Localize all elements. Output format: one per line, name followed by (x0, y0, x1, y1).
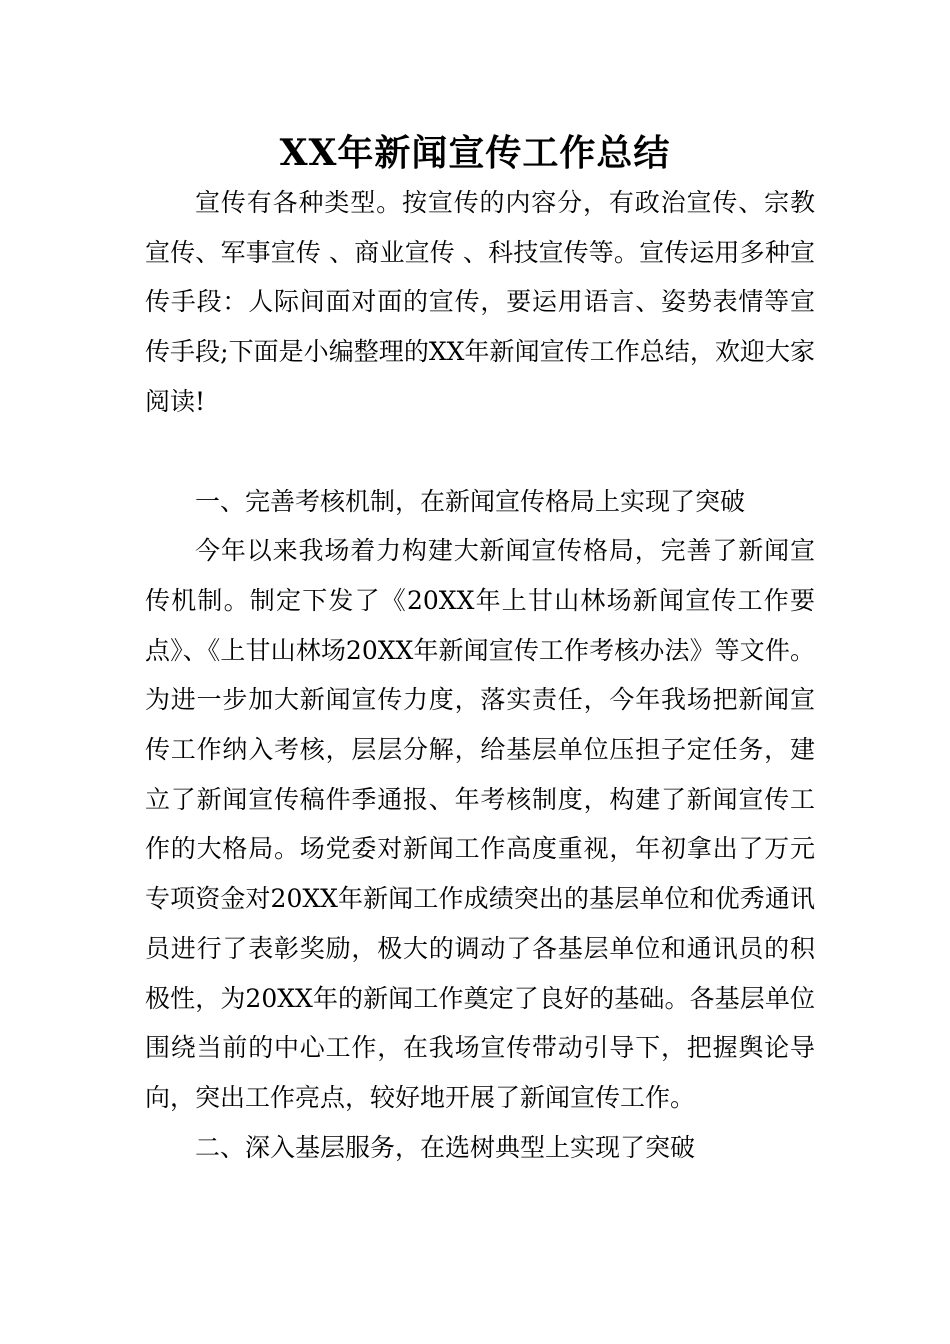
section-paragraph-1: 今年以来我场着力构建大新闻宣传格局，完善了新闻宣传机制。制定下发了《20XX年上甘山林场新闻宣传工作要点》、《上甘山林场20XX年新闻宣传工作考核办法》等文件。为进一步加大新闻宣传力度，落实责任，今年我场把新闻宣传工作纳入考核，层层分解，给基层单位压担子定任务，建立了新闻宣传稿件季通报、年考核制度，构建了新闻宣传工作的大格局。场党委对新闻工作高度重视，年初拿出了万元专项资金对20XX年新闻工作成绩突出的基层单位和优秀通讯员进行了表彰奖励，极大的调动了各基层单位和通讯员的积极性，为20XX年的新闻工作奠定了良好的基础。各基层单位围绕当前的中心工作，在我场宣传带动引导下，把握舆论导向，突出工作亮点，较好地开展了新闻宣传工作。 (145, 536, 815, 1112)
blank-line (145, 427, 815, 477)
document-body (145, 178, 815, 1172)
section-heading-1: 一、完善考核机制，在新闻宣传格局上实现了突破 (195, 486, 746, 516)
document-title: XX年新闻宣传工作总结 (279, 132, 671, 174)
section-heading-2: 二、深入基层服务，在选树典型上实现了突破 (195, 1132, 696, 1162)
intro-paragraph: 宣传有各种类型。按宣传的内容分，有政治宣传、宗教宣传、军事宣传 、商业宣传 、科技宣传等。宣传运用多种宣传手段：人际间面对面的宣传，要运用语言、姿势表情等宣传手段;下面是小编整理的XX年新闻宣传工作总结，欢迎大家阅读! (145, 188, 815, 416)
